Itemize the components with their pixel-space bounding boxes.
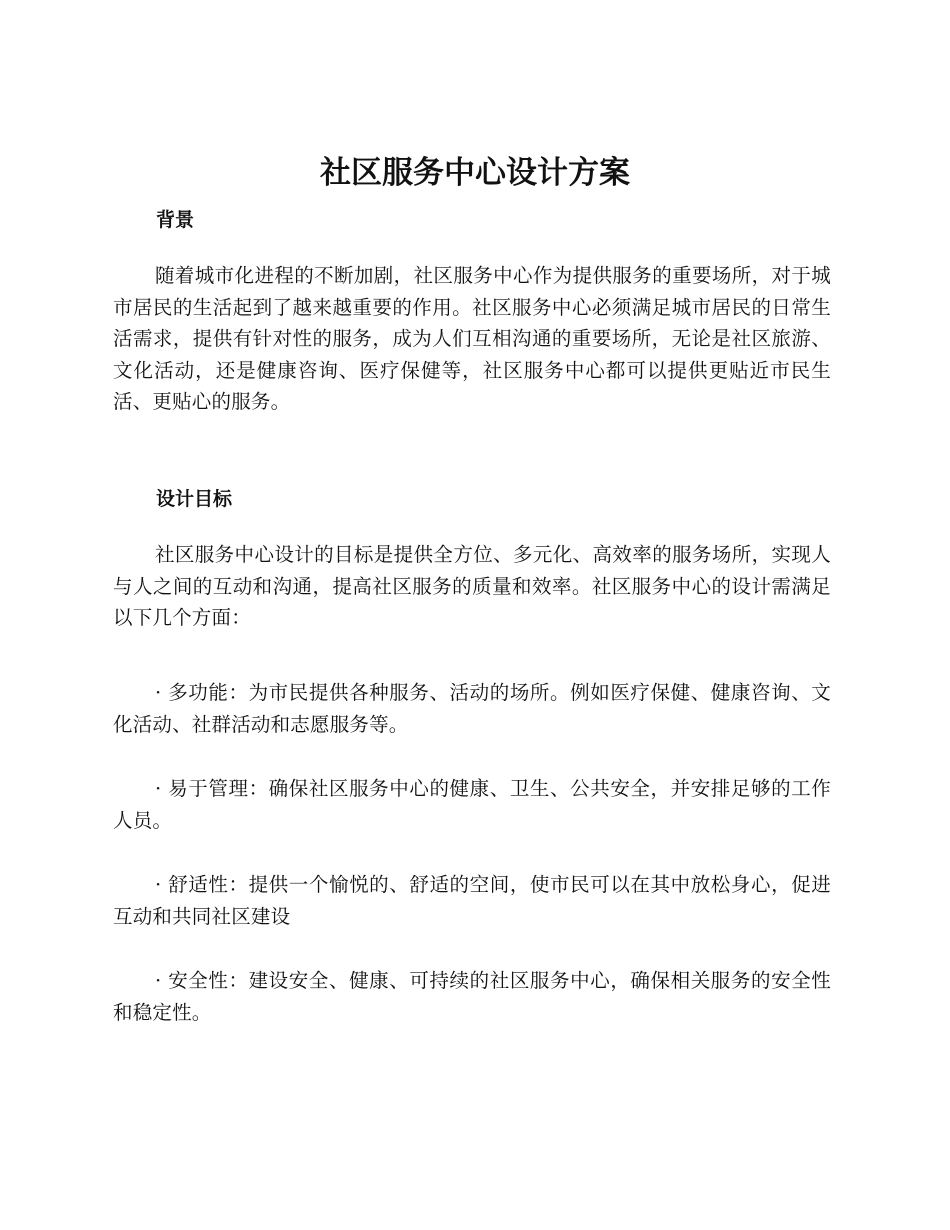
bullet-item-easy-management: · 易于管理：确保社区服务中心的健康、卫生、公共安全，并安排足够的工作人员。 [113, 777, 831, 832]
section-heading-design-goals: 设计目标 [156, 488, 233, 510]
bullet-item-multifunction: · 多功能：为市民提供各种服务、活动的场所。例如医疗保健、健康咨询、文化活动、社群活动和志愿服务等。 [113, 681, 831, 736]
design-goals-intro-paragraph: 社区服务中心设计的目标是提供全方位、多元化、高效率的服务场所，实现人与人之间的互动和沟通，提高社区服务的质量和效率。社区服务中心的设计需满足以下几个方面： [113, 543, 831, 629]
bullet-item-safety: · 安全性：建设安全、健康、可持续的社区服务中心，确保相关服务的安全性和稳定性。 [113, 969, 831, 1024]
background-paragraph: 随着城市化进程的不断加剧，社区服务中心作为提供服务的重要场所，对于城市居民的生活起到了越来越重要的作用。社区服务中心必须满足城市居民的日常生活需求，提供有针对性的服务，成为人们互相沟通的重要场所，无论是社区旅游、文化活动，还是健康咨询、医疗保健等，社区服务中心都可以提供更贴近市民生活、更贴心的服务。 [113, 264, 831, 413]
section-heading-background: 背景 [156, 209, 195, 231]
bullet-item-comfort: · 舒适性：提供一个愉悦的、舒适的空间，使市民可以在其中放松身心，促进互动和共同社区建设 [113, 873, 831, 928]
document-title: 社区服务中心设计方案 [320, 155, 630, 191]
